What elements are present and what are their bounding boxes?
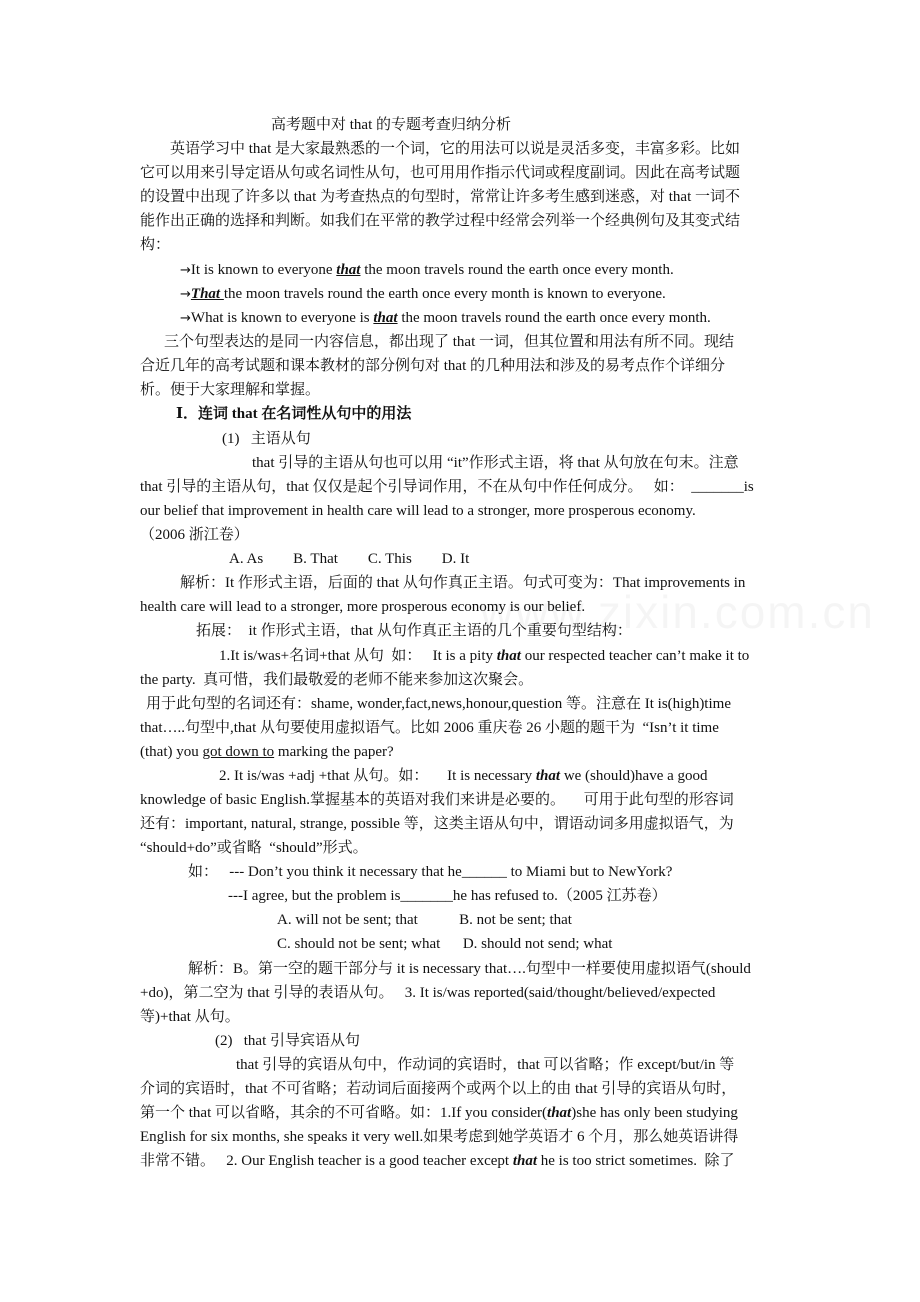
emphasized-that: that	[336, 262, 361, 278]
intro-line: 能作出正确的选择和判断。如我们在平常的教学过程中经常会列举一个经典例句及其变式结	[140, 213, 741, 229]
body-line: knowledge of basic English.掌握基本的英语对我们来讲是必要的。 可用于此句型的形容词	[140, 792, 734, 808]
body-line: 介词的宾语时，that 不可省略；若动词后面接两个或两个以上的由 that 引导的宾语从句时，	[140, 1081, 737, 1097]
body-line: that…..句型中,that 从句要使用虚拟语气。比如 2006 重庆卷 26 小题的题干为 “Isn’t it time	[140, 720, 719, 736]
summary-line: 析。便于大家理解和掌握。	[140, 382, 321, 398]
arrow-icon: →	[180, 311, 191, 326]
emphasized-that: that	[512, 1153, 537, 1169]
summary-line: 三个句型表达的是同一内容信息，都出现了 that 一词，但其位置和用法有所不同。现结	[164, 334, 734, 350]
subsection-heading: (2) that 引导宾语从句	[215, 1033, 360, 1049]
body-line: that 引导的宾语从句中，作动词的宾语时，that 可以省略；作 except/but/in 等	[236, 1057, 735, 1073]
analysis-line: 解析：It 作形式主语，后面的 that 从句作真正主语。句式可变为：That improvements in	[180, 575, 746, 591]
example-sentence-2: →That the moon travels round the earth once every month is known to everyone.	[180, 286, 666, 302]
analysis-line: 解析：B。第一空的题干部分与 it is necessary that….句型中一样要使用虚拟语气(should	[188, 961, 751, 977]
body-line: that 引导的主语从句也可以用 “it”作形式主语，将 that 从句放在句末。注意	[252, 455, 739, 471]
intro-line: 的设置中出现了许多以 that 为考查热点的句型时，常常让许多考生感到迷惑，对 that 一词不	[140, 189, 740, 205]
analysis-line: health care will lead to a stronger, more prosperous economy is our belief.	[140, 599, 586, 615]
body-line: the party. 真可惜，我们最敬爱的老师不能来参加这次聚会。	[140, 672, 534, 688]
example-sentence-1: →It is known to everyone that the moon travels round the earth once every month.	[180, 262, 674, 278]
body-line: that 引导的主语从句，that 仅仅是起个引导词作用，不在从句中作任何成分。 如： _______is	[140, 479, 754, 495]
emphasized-that: that	[496, 648, 521, 664]
expand-line: 拓展： it 作形式主语，that 从句作真正主语的几个重要句型结构：	[196, 623, 632, 639]
arrow-icon: →	[180, 263, 191, 278]
analysis-line: +do)，第二空为 that 引导的表语从句。 3. It is/was reported(said/thought/believed/expected	[140, 985, 716, 1001]
body-line: 非常不错。 2. Our English teacher is a good teacher except that he is too strict sometimes. 除了	[140, 1153, 735, 1169]
answer-options: C. should not be sent; what D. should not send; what	[277, 936, 613, 952]
pattern-1: 1.It is/was+名词+that 从句 如： It is a pity that our respected teacher can’t make it to	[219, 648, 750, 664]
body-line: 用于此句型的名词还有：shame, wonder,fact,news,honour,question 等。注意在 It is(high)time	[146, 696, 731, 712]
emphasized-that: That	[190, 286, 224, 302]
body-line: English for six months, she speaks it very well.如果考虑到她学英语才 6 个月，那么她英语讲得	[140, 1129, 739, 1145]
body-line: our belief that improvement in health care will lead to a stronger, more prosperous economy.	[140, 503, 696, 519]
subsection-heading: (1) 主语从句	[222, 431, 311, 447]
arrow-icon: →	[180, 287, 191, 302]
intro-line: 它可以用来引导定语从句或名词性从句，也可用用作指示代词或程度副词。因此在高考试题	[140, 165, 741, 181]
answer-options: A. will not be sent; that B. not be sent; that	[277, 912, 572, 928]
question-line: 如： --- Don’t you think it necessary that he______ to Miami but to NewYork?	[188, 864, 673, 880]
intro-line: 英语学习中 that 是大家最熟悉的一个词，它的用法可以说是灵活多变，丰富多彩。比如	[170, 141, 740, 157]
example-sentence-3: →What is known to everyone is that the moon travels round the earth once every month.	[180, 310, 711, 326]
document-title: 高考题中对 that 的专题考查归纳分析	[271, 117, 511, 133]
answer-blank: _______	[691, 479, 744, 495]
summary-line: 合近几年的高考试题和课本教材的部分例句对 that 的几种用法和涉及的易考点作个详细分	[140, 358, 725, 374]
analysis-line: 等)+that 从句。	[140, 1009, 240, 1025]
emphasized-that: that	[535, 768, 561, 784]
body-line: (that) you got down to marking the paper?	[140, 744, 394, 760]
body-line: 还有：important, natural, strange, possible 等，这类主语从句中，谓语动词多用虚拟语气，为	[140, 816, 734, 832]
body-line: 第一个 that 可以省略，其余的不可省略。如：1.If you consider(that)she has only been studying	[140, 1105, 738, 1121]
exam-source: （2006 浙江卷）	[140, 527, 249, 543]
answer-options: A. As B. That C. This D. It	[229, 551, 470, 567]
intro-line: 构：	[140, 237, 171, 253]
question-line: ---I agree, but the problem is_______he has refused to.（2005 江苏卷）	[228, 888, 667, 904]
body-line: “should+do”或省略 “should”形式。	[140, 840, 368, 856]
emphasized-that: that	[373, 310, 398, 326]
section-heading: Ⅰ．连词 that 在名词性从句中的用法	[176, 406, 412, 422]
underlined-phrase: got down to	[202, 744, 275, 760]
emphasized-that: that	[547, 1105, 572, 1121]
pattern-2: 2. It is/was +adj +that 从句。如： It is necessary that we (should)have a good	[219, 768, 708, 784]
